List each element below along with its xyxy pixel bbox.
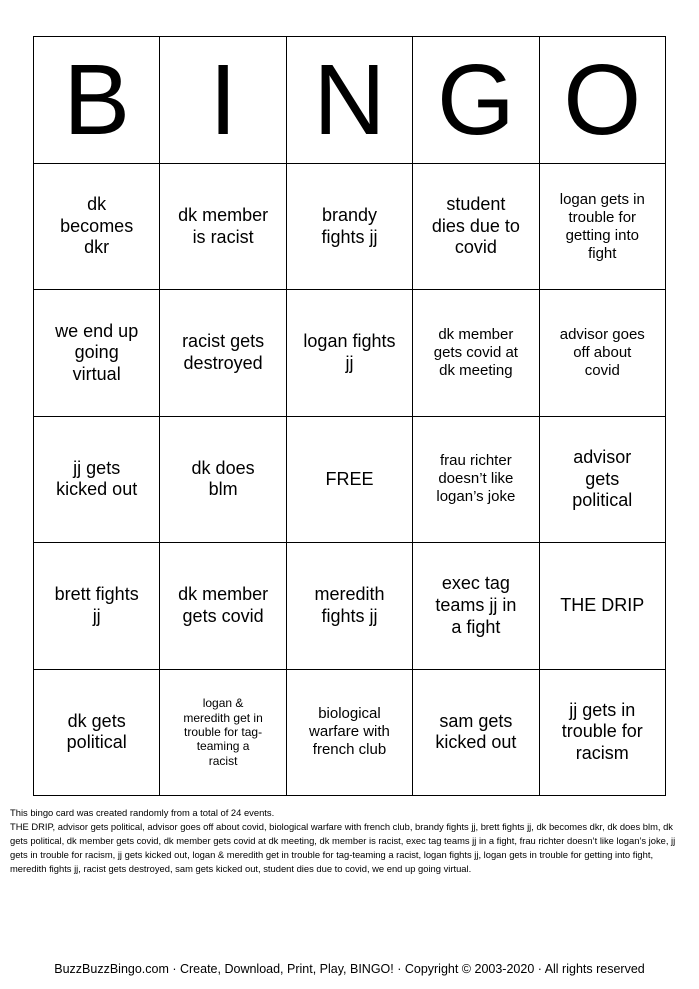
header-letter-o: O	[539, 37, 665, 164]
bingo-cell-text: logan & meredith get in trouble for tag-teaming a racist	[183, 696, 263, 768]
card-description	[10, 806, 682, 876]
bingo-cell	[34, 416, 160, 542]
bingo-cell	[413, 290, 539, 416]
bingo-cell	[160, 290, 286, 416]
bingo-cell-text: biological warfare with french club	[309, 705, 390, 759]
bingo-cell-text: dk member is racist	[178, 205, 269, 247]
header-letter-b: B	[34, 37, 160, 164]
page-footer: BuzzBuzzBingo.com · Create, Download, Print, Play, BINGO! · Copyright © 2003-2020 · All rights reserved	[54, 962, 645, 976]
bingo-cell	[34, 164, 160, 290]
header-letter-n: N	[286, 37, 412, 164]
bingo-cell-text: logan fights jj	[303, 331, 396, 374]
bingo-cell-text: jj gets in trouble for racism	[561, 699, 643, 764]
bingo-cell-text: brett fights jj	[54, 584, 139, 626]
bingo-cell-text: brandy fights jj	[321, 205, 378, 247]
bingo-cell	[413, 543, 539, 669]
bingo-cell-text: dk member gets covid	[178, 584, 269, 626]
bingo-cell	[413, 669, 539, 795]
bingo-cell	[286, 669, 412, 795]
bingo-cell	[160, 543, 286, 669]
event-list-text: THE DRIP, advisor gets political, advisor goes off about covid, biological warfare with french club, brandy fights jj, brett fights jj, dk becomes dkr, dk does blm, dk gets political, dk member gets covid, dk member gets covid at dk meeting, dk member is racist, exec tag teams jj in a fight, frau richter doesn’t like logan’s joke, jj gets in trouble for racism, jj gets kicked out, logan & meredith get in trouble for tag-teaming a racist, logan fights jj, logan gets in trouble for getting into fight, meredith fights jj, racist gets destroyed, sam gets kicked out, student dies due to covid, we end up going virtual.	[10, 821, 676, 874]
bingo-cell-text: meredith fights jj	[314, 584, 385, 626]
bingo-row	[34, 290, 666, 416]
bingo-row	[34, 164, 666, 290]
bingo-cell	[286, 164, 412, 290]
bingo-cell-text: racist gets destroyed	[182, 331, 265, 374]
bingo-cell-text: dk member gets covid at dk meeting	[433, 326, 518, 380]
bingo-cell-text: exec tag teams jj in a fight	[435, 573, 517, 637]
bingo-cell-text: advisor gets political	[572, 447, 633, 511]
bingo-cell	[160, 164, 286, 290]
bingo-cell	[160, 416, 286, 542]
bingo-cell	[286, 543, 412, 669]
header-letter-i: I	[160, 37, 286, 164]
bingo-cell-text: frau richter doesn’t like logan’s joke	[436, 452, 516, 506]
bingo-cell-text: THE DRIP	[560, 595, 645, 616]
bingo-cell-text: student dies due to covid	[431, 194, 520, 258]
bingo-cell	[34, 669, 160, 795]
bingo-row	[34, 669, 666, 795]
bingo-cell-text: advisor goes off about covid	[559, 326, 645, 380]
bingo-cell-text: dk becomes dkr	[60, 194, 134, 258]
bingo-row	[34, 543, 666, 669]
bingo-cell	[539, 543, 665, 669]
bingo-header-row	[34, 37, 666, 164]
bingo-cell	[539, 416, 665, 542]
bingo-cell-text: FREE	[325, 468, 374, 489]
bingo-cell-text: jj gets kicked out	[56, 457, 138, 500]
bingo-cell-text: dk gets political	[66, 710, 127, 753]
bingo-cell	[413, 416, 539, 542]
header-letter-g: G	[413, 37, 539, 164]
bingo-cell-text: sam gets kicked out	[435, 710, 517, 753]
bingo-cell	[539, 669, 665, 795]
bingo-cell-text: logan gets in trouble for getting into fight	[559, 190, 645, 262]
bingo-cell	[539, 290, 665, 416]
bingo-cell	[539, 164, 665, 290]
bingo-row	[34, 416, 666, 542]
bingo-cell-text: we end up going virtual	[55, 320, 139, 384]
bingo-cell-text: dk does blm	[191, 457, 255, 500]
bingo-grid	[34, 164, 666, 796]
card-intro-text: This bingo card was created randomly from a total of 24 events.	[10, 807, 275, 818]
bingo-cell	[413, 164, 539, 290]
free-space-cell	[286, 416, 412, 542]
bingo-cell	[34, 290, 160, 416]
bingo-cell	[160, 669, 286, 795]
bingo-card	[33, 36, 666, 796]
bingo-cell	[34, 543, 160, 669]
bingo-cell	[286, 290, 412, 416]
